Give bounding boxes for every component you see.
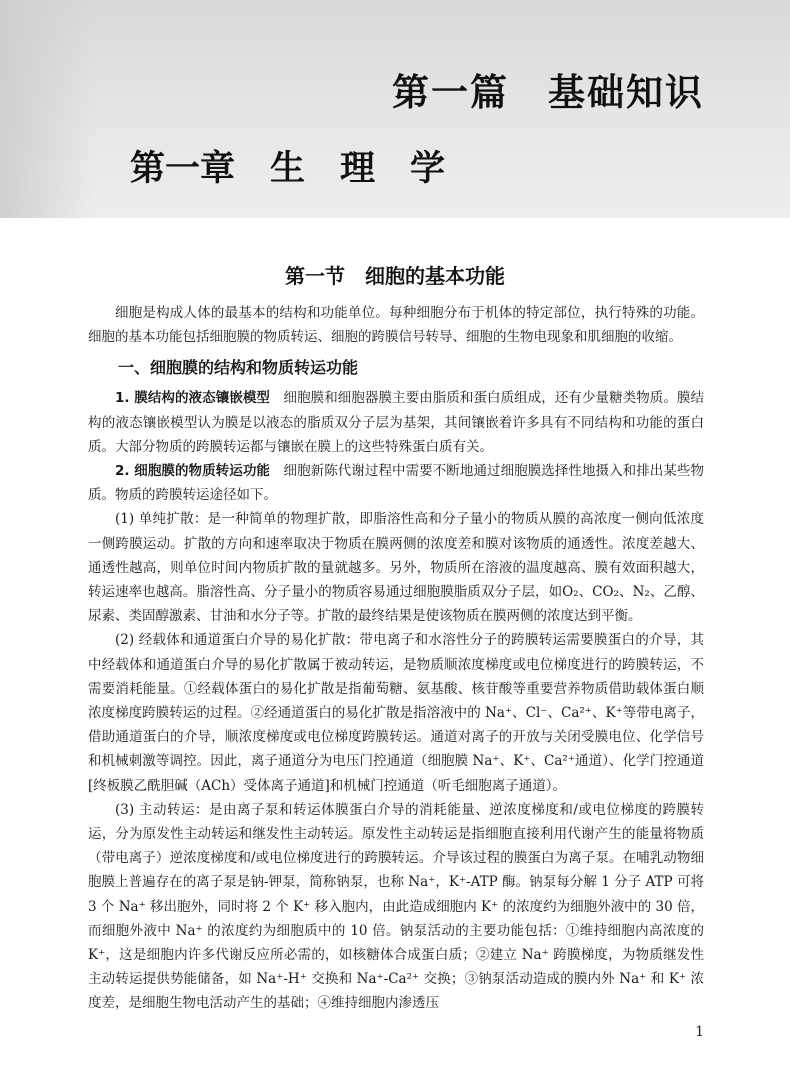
- section-title: 第一节 细胞的基本功能: [285, 264, 505, 288]
- paragraph-text: (3) 主动转运：是由离子泵和转运体膜蛋白介导的消耗能量、逆浓度梯度和/或电位梯度的跨膜转运，分为原发性主动转运和继发性主动转运。原发性主动转运是指细胞直接利用代谢产生的能量将物质（带电离子）逆浓度梯度和/或电位梯度进行的跨膜转运。介导该过程的膜蛋白为离子泵。在哺乳动物细胞膜上普遍存在的离子泵是钠-钾泵，简称钠泵，也称 Na⁺，K⁺-ATP 酶。钠泵每分解 1 分子 ATP 可将 3 个 Na⁺ 移出胞外，同时将 2 个 K⁺ 移入胞内，由此造成细胞内 K⁺ 的浓度约为细胞外液中的 30 倍，而细胞外液中 Na⁺ 的浓度约为细胞质中的 10 倍。钠泵活动的主要功能包括：①维持细胞内高浓度的 K⁺，这是细胞内许多代谢反应所必需的，如核糖体合成蛋白质；②建立 Na⁺ 跨膜梯度，为物质继发性主动转运提供势能储备，如 Na⁺-H⁺ 交换和 Na⁺-Ca²⁺ 交换；③钠泵活动造成的膜内外 Na⁺ 和 K⁺ 浓度差，是细胞生物电活动产生的基础；④维持细胞内渗透压: [88, 801, 704, 1012]
- intro-paragraph: 细胞是构成人体的最基本的结构和功能单位。每种细胞分布于机体的特定部位，执行特殊的功能。细胞的基本功能包括细胞膜的物质转运、细胞的跨膜信号转导、细胞的生物电现象和肌细胞的收缩。: [88, 305, 704, 346]
- paragraph-text: 细胞膜和细胞器膜主要由脂质和蛋白质组成，还有少量糖类物质。膜结构的液态镶嵌模型认为膜是以液态的脂质双分子层为基架，其间镶嵌着许多具有不同结构和功能的蛋白质。大部分物质的跨膜转运都与镶嵌在膜上的这些特殊蛋白质有关。: [88, 390, 704, 455]
- paragraph-facilitated-diffusion: [88, 628, 704, 797]
- paragraph-simple-diffusion: [88, 507, 704, 628]
- part-title: 第一篇 基础知识: [392, 71, 704, 114]
- body-text: [88, 301, 704, 1016]
- paragraph-active-transport: [88, 798, 704, 1016]
- lead-term: 2. 细胞膜的物质转运功能: [115, 463, 270, 480]
- paragraph-text: (1) 单纯扩散：是一种简单的物理扩散，即脂溶性高和分子量小的物质从膜的高浓度一侧向低浓度一侧跨膜运动。扩散的方向和速率取决于物质在膜两侧的浓度差和膜对该物质的通透性。浓度差越大、通透性越高，则单位时间内物质扩散的量就越多。另外，物质所在溶液的温度越高、膜有效面积越大，转运速率也越高。脂溶性高、分子量小的物质容易通过细胞膜脂质双分子层，如O₂、CO₂、N₂、乙醇、尿素、类固醇激素、甘油和水分子等。扩散的最终结果是使该物质在膜两侧的浓度达到平衡。: [88, 511, 704, 625]
- page-number: 1: [695, 1024, 704, 1040]
- paragraph-transport-function: [88, 459, 704, 507]
- paragraph-membrane-model: [88, 386, 704, 459]
- lead-term: 1. 膜结构的液态镶嵌模型: [115, 390, 270, 407]
- subsection-title: 一、细胞膜的结构和物质转运功能: [118, 358, 359, 378]
- paragraph-text: 细胞新陈代谢过程中需要不断地通过细胞膜选择性地摄入和排出某些物质。物质的跨膜转运途径如下。: [88, 463, 704, 504]
- paragraph-text: (2) 经载体和通道蛋白介导的易化扩散：带电离子和水溶性分子的跨膜转运需要膜蛋白的介导，其中经载体和通道蛋白介导的易化扩散属于被动转运，是物质顺浓度梯度或电位梯度进行的跨膜转运，不需要消耗能量。①经载体蛋白的易化扩散是指葡萄糖、氨基酸、核苷酸等重要营养物质借助载体蛋白顺浓度梯度跨膜转运的过程。②经通道蛋白的易化扩散是指溶液中的 Na⁺、Cl⁻、Ca²⁺、K⁺等带电离子，借助通道蛋白的介导，顺浓度梯度或电位梯度跨膜转运。通道对离子的开放与关闭受膜电位、化学信号和机械刺激等调控。因此，离子通道分为电压门控通道（细胞膜 Na⁺、K⁺、Ca²⁺通道）、化学门控通道[终板膜乙酰胆碱（ACh）受体离子通道]和机械门控通道（听毛细胞离子通道）。: [88, 632, 704, 794]
- chapter-title: 第一章 生 理 学: [130, 149, 446, 189]
